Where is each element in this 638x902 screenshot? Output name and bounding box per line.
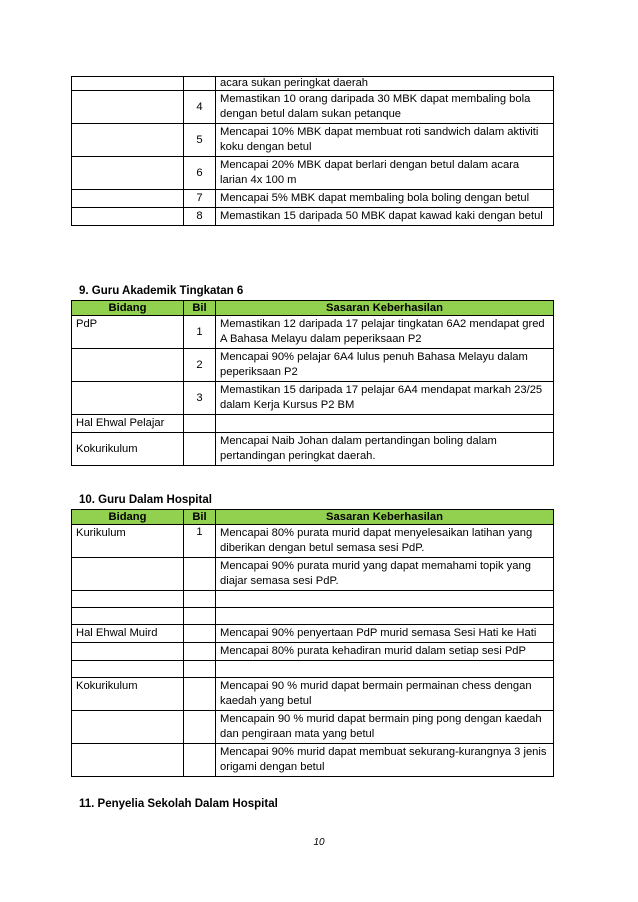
table-row (72, 678, 554, 711)
bidang-cell (72, 591, 184, 608)
bidang-cell (72, 643, 184, 661)
bidang-cell (72, 711, 184, 744)
header-sasaran: Sasaran Keberhasilan (216, 301, 554, 316)
bil-cell: 2 (184, 349, 216, 382)
sasaran-cell: Mencapai 5% MBK dapat membaling bola boling dengan betul (216, 190, 554, 208)
bil-cell: 7 (184, 190, 216, 208)
page-number: 10 (313, 837, 325, 848)
table-row (72, 591, 554, 608)
table-row (72, 661, 554, 678)
sasaran-cell: Mencapai 90% pelajar 6A4 lulus penuh Bahasa Melayu dalam peperiksaan P2 (216, 349, 554, 382)
bil-cell (184, 415, 216, 433)
table-section-10 (71, 509, 554, 777)
sasaran-cell: Memastikan 12 daripada 17 pelajar tingkatan 6A2 mendapat gred A Bahasa Melayu dalam peperiksaan P2 (216, 316, 554, 349)
sasaran-cell: acara sukan peringkat daerah (216, 77, 554, 91)
header-bidang: Bidang (72, 301, 184, 316)
section-9-heading: 9. Guru Akademik Tingkatan 6 (79, 285, 244, 297)
bidang-cell (72, 661, 184, 678)
table-row (72, 558, 554, 591)
bidang-cell: Hal Ehwal Pelajar (72, 415, 184, 433)
bil-cell (184, 643, 216, 661)
bil-cell (184, 625, 216, 643)
header-bil: Bil (184, 301, 216, 316)
sasaran-cell: Memastikan 10 orang daripada 30 MBK dapat membaling bola dengan betul dalam sukan petanque (216, 91, 554, 124)
sasaran-cell: Memastikan 15 daripada 50 MBK dapat kawad kaki dengan betul (216, 208, 554, 226)
section-10-heading: 10. Guru Dalam Hospital (79, 494, 212, 506)
bil-cell: 1 (184, 316, 216, 349)
bil-cell (184, 433, 216, 466)
bidang-cell (72, 744, 184, 777)
bil-cell: 4 (184, 91, 216, 124)
bidang-cell (72, 608, 184, 625)
table-header-row (72, 510, 554, 525)
bil-cell (184, 678, 216, 711)
bidang-cell (72, 208, 184, 226)
sasaran-cell: Mencapain 90 % murid dapat bermain ping pong dengan kaedah dan pengiraan mata yang betul (216, 711, 554, 744)
table-row (72, 711, 554, 744)
table-row (72, 190, 554, 208)
bil-cell (184, 558, 216, 591)
bidang-cell: Hal Ehwal Muird (72, 625, 184, 643)
sasaran-cell: Mencapai 90% penyertaan PdP murid semasa Sesi Hati ke Hati (216, 625, 554, 643)
bidang-cell (72, 349, 184, 382)
bil-cell: 1 (184, 525, 216, 558)
table-section-9 (71, 300, 554, 466)
bidang-cell (72, 157, 184, 190)
bidang-cell: Kokurikulum (72, 678, 184, 711)
bil-cell (184, 711, 216, 744)
bil-cell (184, 661, 216, 678)
sasaran-cell (216, 415, 554, 433)
sasaran-cell: Mencapai 80% purata murid dapat menyelesaikan latihan yang diberikan dengan betul semasa sesi PdP. (216, 525, 554, 558)
table-row (72, 316, 554, 349)
table-row (72, 608, 554, 625)
bil-cell: 6 (184, 157, 216, 190)
bidang-cell: Kurikulum (72, 525, 184, 558)
bil-cell: 8 (184, 208, 216, 226)
bidang-cell (72, 558, 184, 591)
bidang-cell: PdP (72, 316, 184, 349)
bidang-cell (72, 382, 184, 415)
bil-cell (184, 77, 216, 91)
sasaran-cell: Mencapai 90% murid dapat membuat sekurang-kurangnya 3 jenis origami dengan betul (216, 744, 554, 777)
table-continuation (71, 76, 554, 226)
table-row (72, 157, 554, 190)
sasaran-cell: Mencapai 80% purata kehadiran murid dalam setiap sesi PdP (216, 643, 554, 661)
table-row (72, 77, 554, 91)
bil-cell (184, 744, 216, 777)
sasaran-cell: Mencapai 90% purata murid yang dapat memahami topik yang diajar semasa sesi PdP. (216, 558, 554, 591)
sasaran-cell: Memastikan 15 daripada 17 pelajar 6A4 mendapat markah 23/25 dalam Kerja Kursus P2 BM (216, 382, 554, 415)
bil-cell (184, 591, 216, 608)
bidang-cell (72, 124, 184, 157)
bidang-cell: Kokurikulum (72, 433, 184, 466)
bidang-cell (72, 77, 184, 91)
header-bil: Bil (184, 510, 216, 525)
table-row (72, 643, 554, 661)
sasaran-cell: Mencapai 10% MBK dapat membuat roti sandwich dalam aktiviti koku dengan betul (216, 124, 554, 157)
bidang-cell (72, 190, 184, 208)
sasaran-cell: Mencapai 90 % murid dapat bermain permainan chess dengan kaedah yang betul (216, 678, 554, 711)
sasaran-cell: Mencapai 20% MBK dapat berlari dengan betul dalam acara larian 4x 100 m (216, 157, 554, 190)
bil-cell (184, 608, 216, 625)
header-sasaran: Sasaran Keberhasilan (216, 510, 554, 525)
table-row (72, 349, 554, 382)
table-row (72, 208, 554, 226)
bil-cell: 3 (184, 382, 216, 415)
sasaran-cell: Mencapai Naib Johan dalam pertandingan boling dalam pertandingan peringkat daerah. (216, 433, 554, 466)
sasaran-cell (216, 591, 554, 608)
bidang-cell (72, 91, 184, 124)
table-row (72, 433, 554, 466)
table-row (72, 382, 554, 415)
header-bidang: Bidang (72, 510, 184, 525)
bil-cell: 5 (184, 124, 216, 157)
table-row (72, 625, 554, 643)
table-header-row (72, 301, 554, 316)
table-row (72, 415, 554, 433)
table-row (72, 91, 554, 124)
table-row (72, 744, 554, 777)
table-row (72, 124, 554, 157)
section-11-heading: 11. Penyelia Sekolah Dalam Hospital (79, 798, 278, 810)
sasaran-cell (216, 661, 554, 678)
table-row (72, 525, 554, 558)
sasaran-cell (216, 608, 554, 625)
